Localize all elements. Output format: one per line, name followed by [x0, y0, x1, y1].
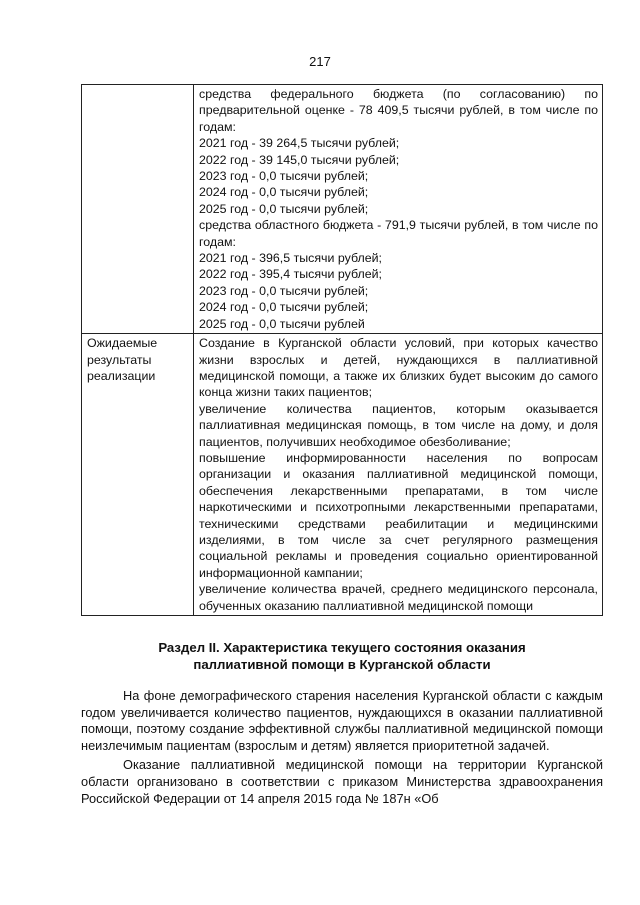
funding-line: 2024 год - 0,0 тысячи рублей; — [199, 300, 369, 315]
page-number: 217 — [309, 54, 331, 69]
body-text — [81, 688, 603, 807]
funding-line: 2025 год - 0,0 тысячи рублей — [199, 316, 365, 331]
funding-line: 2023 год - 0,0 тысячи рублей; — [199, 169, 369, 184]
funding-federal-header: средства федерального бюджета (по согласованию) по предварительной оценке - 78 409,5 тысячи рублей, в том числе по годам: — [199, 87, 598, 134]
funding-line: 2024 год - 0,0 тысячи рублей; — [199, 185, 369, 200]
funding-line: 2021 год - 39 264,5 тысячи рублей; — [199, 136, 400, 151]
expected-results-label: Ожидаемые результаты реализации — [82, 334, 194, 616]
table-row-expected-results — [82, 334, 603, 616]
funding-line: 2021 год - 396,5 тысячи рублей; — [199, 251, 382, 266]
body-paragraph: Оказание паллиативной медицинской помощи на территории Курганской области организовано в соответствии с приказом Министерства здравоохранения Российской Федерации от 14 апреля 2015 года № 187н «Об — [81, 757, 603, 806]
funding-line: 2022 год - 395,4 тысячи рублей; — [199, 267, 382, 282]
section-title-line: Раздел II. Характеристика текущего состояния оказания — [158, 640, 526, 655]
expected-result-item: повышение информированности населения по вопросам организации и оказания паллиативной медицинской помощи, обеспечения лекарственными препаратами, в том числе наркотическими и психотропными лекарственными препаратами, техническими средствами реабилитации и медицинскими изделиями, в том числе за счет регулярного размещения социальной рекламы и проведения социально ориентированной информационной кампании; — [199, 450, 598, 580]
expected-result-item: увеличение количества врачей, среднего медицинского персонала, обученных оказанию паллиативной медицинской помощи — [199, 582, 598, 613]
funding-line: 2022 год - 39 145,0 тысячи рублей; — [199, 152, 400, 167]
table-row-funding — [82, 85, 603, 334]
funding-line: 2023 год - 0,0 тысячи рублей; — [199, 283, 369, 298]
expected-result-item: увеличение количества пациентов, которым оказывается паллиативная медицинская помощь, в том числе на дому, и доля пациентов, получивших необходимое обезболивание; — [199, 401, 598, 449]
funding-line: 2025 год - 0,0 тысячи рублей; — [199, 201, 369, 216]
program-passport-table — [81, 84, 603, 616]
table-cell-funding — [194, 85, 603, 334]
section-title-line: паллиативной помощи в Курганской области — [193, 656, 491, 672]
expected-result-item: Создание в Курганской области условий, при которых качество жизни взрослых и детей, нуждающихся в паллиативной медицинской помощи, а также их близких будет высоким до самого конца жизни таких пациентов; — [199, 336, 598, 400]
funding-regional-header: средства областного бюджета - 791,9 тысячи рублей, в том числе по годам: — [199, 218, 598, 249]
table-cell-label-empty — [82, 85, 194, 334]
body-paragraph: На фоне демографического старения населения Курганской области с каждым годом увеличивается количество пациентов, нуждающихся в оказании паллиативной помощи, поэтому создание эффективной службы паллиативной медицинской помощи неизлечимым пациентам (взрослым и детям) является приоритетной задачей. — [81, 688, 603, 753]
table-cell-expected-results — [194, 334, 603, 616]
section-title — [81, 640, 603, 673]
